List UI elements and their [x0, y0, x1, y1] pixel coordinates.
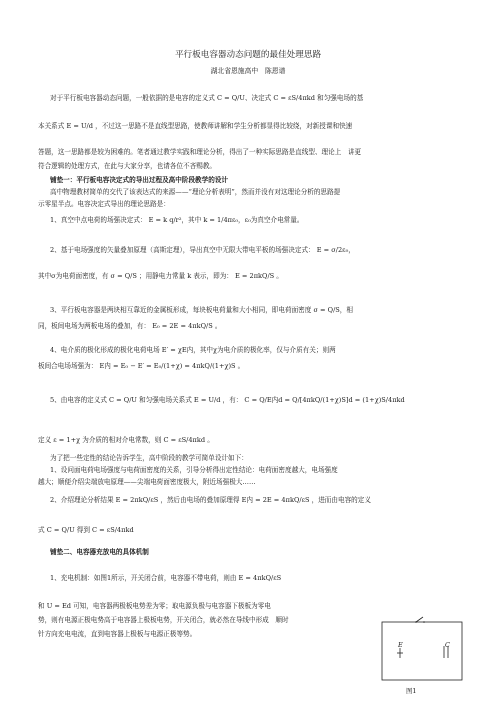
- paragraph-line: 1、设问面电荷电场强度与电荷面密度的关系，引导分析得出定性结论：电荷面密度越大，电场强度: [50, 466, 338, 474]
- paragraph-line: 同，板间电场为两板电场的叠加，有： E₀ = 2E = 4πkQ/S 。: [38, 322, 222, 330]
- paragraph-line: 3、平行板电容器是两块相互靠近的金属板形成，每块板电荷量和大小相同，即电荷面密度 σ = Q/S，相: [50, 306, 353, 314]
- section-heading: 铺垫二、电容器充放电的具体机制: [50, 548, 149, 556]
- section-heading: 铺垫一：平行板电容决定式的导出过程及高中阶段教学的设计: [50, 176, 229, 184]
- paragraph-line: 符合逻辑的处理方式，在此与大家分享，也请各位不吝赐教。: [38, 162, 217, 170]
- paragraph-line: 答题，这一思路都是较为困难的。笔者通过教学实践和理论分析，得出了一种实际思路是直线型、理论上 讲更: [38, 148, 362, 156]
- circuit-diagram: [376, 614, 468, 692]
- figure-label-e: E: [398, 641, 403, 649]
- paragraph-line: 高中物理教材简单的交代了该表达式的来源——“理论分析表明”，然而并没有对这理论分析的思路提: [50, 188, 341, 196]
- paragraph-line: 势，则有电源正极电势高于电容器上极板电势，开关闭合，就必然在导线中形成 顺时: [38, 616, 289, 624]
- paragraph-line: 越大；顺便介绍尖端放电原理——尖端电荷面密度极大，附近场强极大……: [38, 478, 256, 486]
- paragraph-line: 1、真空中点电荷的场强决定式： E = k q/r²，其中 k = 1/4πε₀，ε₀为真空介电常量。: [50, 216, 304, 224]
- paragraph-line: 为了把一些定性的结论告诉学生，高中阶段的教学可简单设计如下：: [50, 454, 248, 462]
- paragraph-line: 示零星半点。电容决定式导出的理论思路是：: [38, 200, 170, 208]
- document-title: 平行板电容器动态问题的最佳处理思路: [174, 50, 322, 60]
- paragraph-line: 2、介绍理论分析结果 E = 2πkQ/εS ，然后由电场的叠加原理得 E内 = 2E = 4πkQ/εS ，进而由电容的定义: [50, 496, 371, 504]
- paragraph-line: 定义 ε = 1+χ 为介质的相对介电常数，则 C = εS/4πkd 。: [38, 436, 214, 444]
- paragraph-line: 针方向充电电流，直到电容器上极板与电源正极等势。: [38, 630, 197, 638]
- paragraph-line: 本关系式 E = U/d ，不过这一思路不是直线型思路，使教师讲解和学生分析都显得比较绕，对新授课和快速: [38, 122, 353, 130]
- paragraph-line: 5、由电容的定义式 C = Q/U 和匀强电场关系式 E = U/d ，有： C = Q/E内d = Q/[4πkQ/(1+χ)S]d = (1+χ)S/4πkd: [50, 396, 405, 404]
- paragraph-line: 板间合电场场强为： E内 = E₀ − E′ = E₀/(1+χ) = 4πkQ/(1+χ)S 。: [38, 362, 245, 370]
- figure-caption: 图1: [406, 687, 417, 695]
- paragraph-line: 2、基于电场强度的矢量叠加原理（高斯定理），导出真空中无限大带电平板的场强决定式： E = σ/2ε₀，: [50, 246, 355, 254]
- paragraph-line: 其中σ为电荷面密度，有 σ = Q/S ；用静电力常量 k 表示，即为： E = 2πkQ/S 。: [38, 272, 283, 280]
- paragraph-line: 4、电介质的极化形成的极化电荷电场 E′ = χE内，其中χ为电介质的极化率，仅与介质有关；则两: [50, 346, 336, 354]
- author-line: 湖北省恩施高中 陈恩谱: [210, 67, 286, 75]
- paragraph-line: 式 C = Q/U 得到 C = εS/4πkd: [38, 526, 134, 534]
- figure-label-c: C: [445, 641, 450, 649]
- paragraph-line: 对于平行板电容器动态问题，一般依据的是电容的定义式 C = Q/U、决定式 C = εS/4πkd 和匀强电场的基: [50, 94, 364, 102]
- paragraph-line: 和 U = Ed 可知，电容器两极板电势差为零；取电源负极与电容器下极板为零电: [38, 602, 271, 610]
- paragraph-line: 1、充电机制：如图1所示，开关闭合前，电容器不带电荷，则由 E = 4πkQ/εS: [50, 574, 282, 582]
